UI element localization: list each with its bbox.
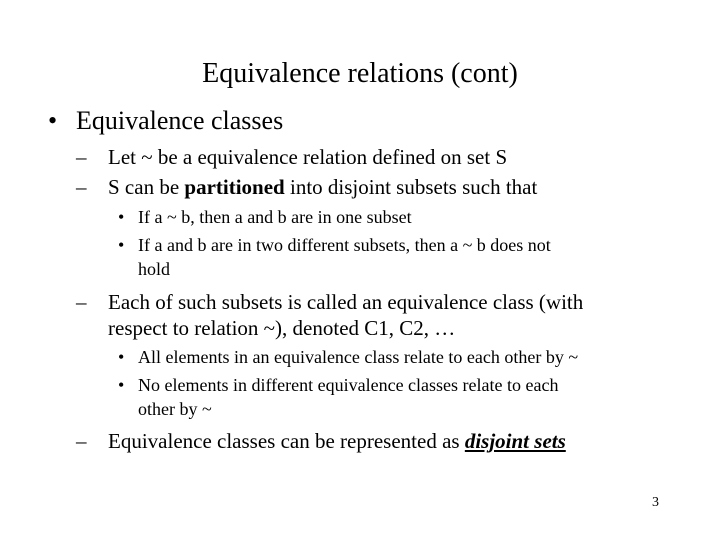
bullet-icon: • <box>48 106 58 135</box>
dash-icon: – <box>76 175 87 199</box>
small-bullet-icon: • <box>118 207 125 227</box>
page-number: 3 <box>652 495 659 510</box>
item-disjoint-sets <box>108 428 566 454</box>
item-disjoint-sets-keyword: disjoint sets <box>464 429 566 453</box>
item-equivalence-class-line1: Each of such subsets is called an equivalence class (with <box>108 290 584 314</box>
item-partition-keyword: partitioned <box>184 175 285 199</box>
subitem-no-elements-line2: other by ~ <box>138 399 212 419</box>
subitem-all-elements: All elements in an equivalence class relate to each other by ~ <box>138 347 579 367</box>
small-bullet-icon: • <box>118 347 125 367</box>
subitem-no-elements-line1: No elements in different equivalence classes relate to each <box>138 375 559 395</box>
item-partition <box>108 174 537 200</box>
item-let-relation: Let ~ be a equivalence relation defined on set S <box>108 145 508 169</box>
subitem-same-subset: If a ~ b, then a and b are in one subset <box>138 207 412 227</box>
item-equivalence-class-line2: respect to relation ~), denoted C1, C2, … <box>108 316 456 340</box>
heading-equivalence-classes: Equivalence classes <box>76 106 284 135</box>
item-disjoint-sets-text: Equivalence classes can be represented as <box>108 429 465 453</box>
small-bullet-icon: • <box>118 375 125 395</box>
subitem-different-subsets-line1: If a and b are in two different subsets, then a ~ b does not <box>138 235 551 255</box>
slide-title: Equivalence relations (cont) <box>202 58 518 89</box>
dash-icon: – <box>76 290 87 314</box>
dash-icon: – <box>76 429 87 453</box>
small-bullet-icon: • <box>118 235 125 255</box>
item-partition-text-c: into disjoint subsets such that <box>284 175 538 199</box>
dash-icon: – <box>76 145 87 169</box>
item-partition-text-a: S can be <box>108 175 185 199</box>
subitem-different-subsets-line2: hold <box>138 259 171 279</box>
